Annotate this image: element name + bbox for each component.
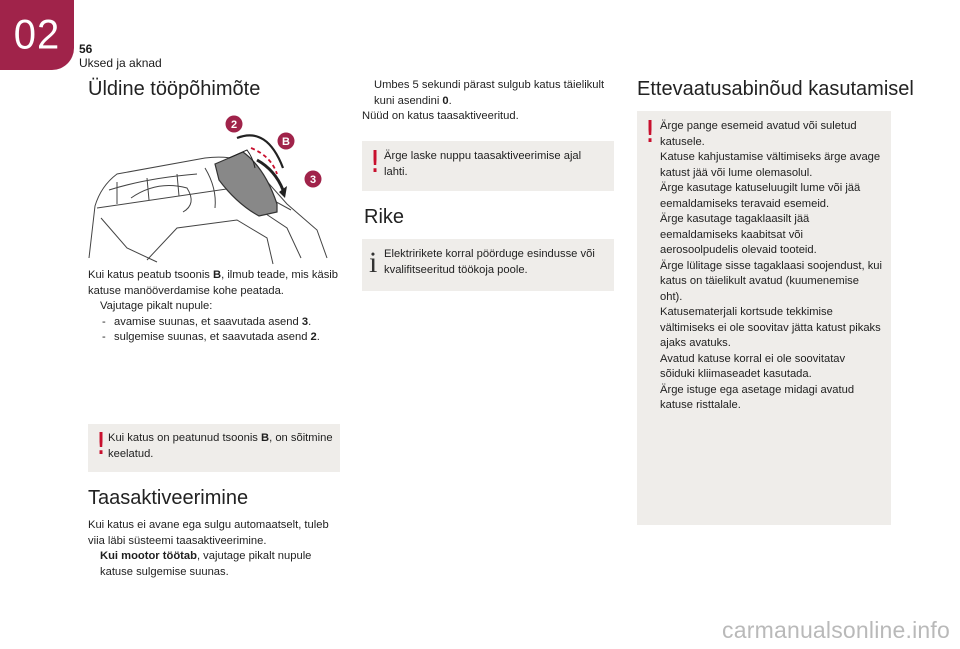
svg-text:3: 3: [309, 174, 317, 186]
reactivation-text: Kui katus ei avane ega sulgu automaatselt, tuleb viia läbi süsteemi taasaktiveerimine.: [88, 519, 329, 547]
info-icon: i: [369, 246, 378, 279]
bullet-press: Vajutage pikalt nupule: - avamise suunas, et saavutada asend 3. - sulgemise suunas, et saavutada asend 2.: [88, 299, 344, 346]
precaution-line: Avatud katuse korral ei ole soovitatav sõiduki kliimaseadet kasutada.: [660, 352, 846, 380]
heading-precautions: Ettevaatusabinõud kasutamisel: [637, 78, 914, 100]
marker-2: [226, 116, 243, 133]
precaution-line: Katusematerjali kortsude tekkimise vältimiseks ei ole soovitav jätta katust pikaks ajaks avatuks.: [660, 306, 881, 349]
arrow-icon: [362, 78, 374, 109]
marker-b: [278, 133, 295, 150]
reactivated-text: Nüüd on katus taasaktiveeritud.: [362, 110, 519, 122]
warning-icon: !: [369, 145, 382, 180]
sub-item-open: - avamise suunas, et saavutada asend 3.: [102, 315, 312, 328]
warning-icon: !: [95, 427, 108, 462]
warning-box-driving: ! Kui katus on peatunud tsoonis B, on sõitmine keelatud.: [88, 424, 340, 472]
warning-box-button: ! Ärge laske nuppu taasaktiveerimise ajal lahti.: [362, 141, 614, 191]
arrow-icon: [88, 299, 100, 315]
warning-box-precautions: [637, 111, 891, 525]
arrow-icon: [88, 549, 100, 580]
reactivation-bullet: Kui mootor töötab, vajutage pikalt nupule katuse sulgemise suunas.: [88, 549, 344, 580]
sub-item-close: - sulgemise suunas, et saavutada asend 2.: [102, 331, 320, 343]
precaution-line: Ärge kasutage katuseluugilt lume või jää eemaldamiseks teravaid esemeid.: [660, 182, 861, 210]
warning-icon: !: [644, 115, 657, 150]
section-title: Uksed ja aknad: [79, 56, 162, 70]
precaution-line: Ärge kasutage tagaklaasilt jää eemaldamiseks kaabitsat või aerosoolpudelis olevaid tooteid.: [660, 213, 817, 256]
heading-fault: Rike: [364, 206, 405, 228]
watermark: carmanualsonline.info: [722, 617, 950, 643]
middle-bullet: Umbes 5 sekundi pärast sulgub katus täielikult kuni asendini 0.: [362, 78, 612, 109]
heading-general-principle: Üldine tööpõhimõte: [88, 78, 261, 100]
page-number: 56: [79, 42, 93, 56]
precaution-line: Ärge pange esemeid avatud või suletud katusele.: [660, 120, 857, 148]
precaution-line: Ärge istuge ega asetage midagi avatud katuse risttalale.: [660, 383, 855, 411]
precaution-line: Ärge lülitage sisse tagaklaasi soojendust, kui katus on täielikult avatud (kuumenemise oht).: [660, 259, 883, 303]
precaution-line: Katuse kahjustamise vältimiseks ärge avage katust jää või lume olemasolul.: [660, 151, 881, 179]
heading-reactivation: Taasaktiveerimine: [88, 487, 249, 509]
intro-text: Kui katus peatub tsoonis B, ilmub teade, mis käsib katuse manööverdamise kohe peatada.: [88, 269, 339, 297]
marker-3: [305, 171, 322, 188]
info-box-fault: i Elektririkete korral pöörduge esindusse või kvalifitseeritud töökoja poole.: [362, 239, 614, 291]
svg-text:B: B: [282, 136, 290, 148]
roof-illustration: [87, 108, 343, 266]
chapter-tab: [0, 0, 74, 70]
svg-text:2: 2: [230, 119, 238, 131]
chapter-number: 02: [13, 11, 61, 58]
